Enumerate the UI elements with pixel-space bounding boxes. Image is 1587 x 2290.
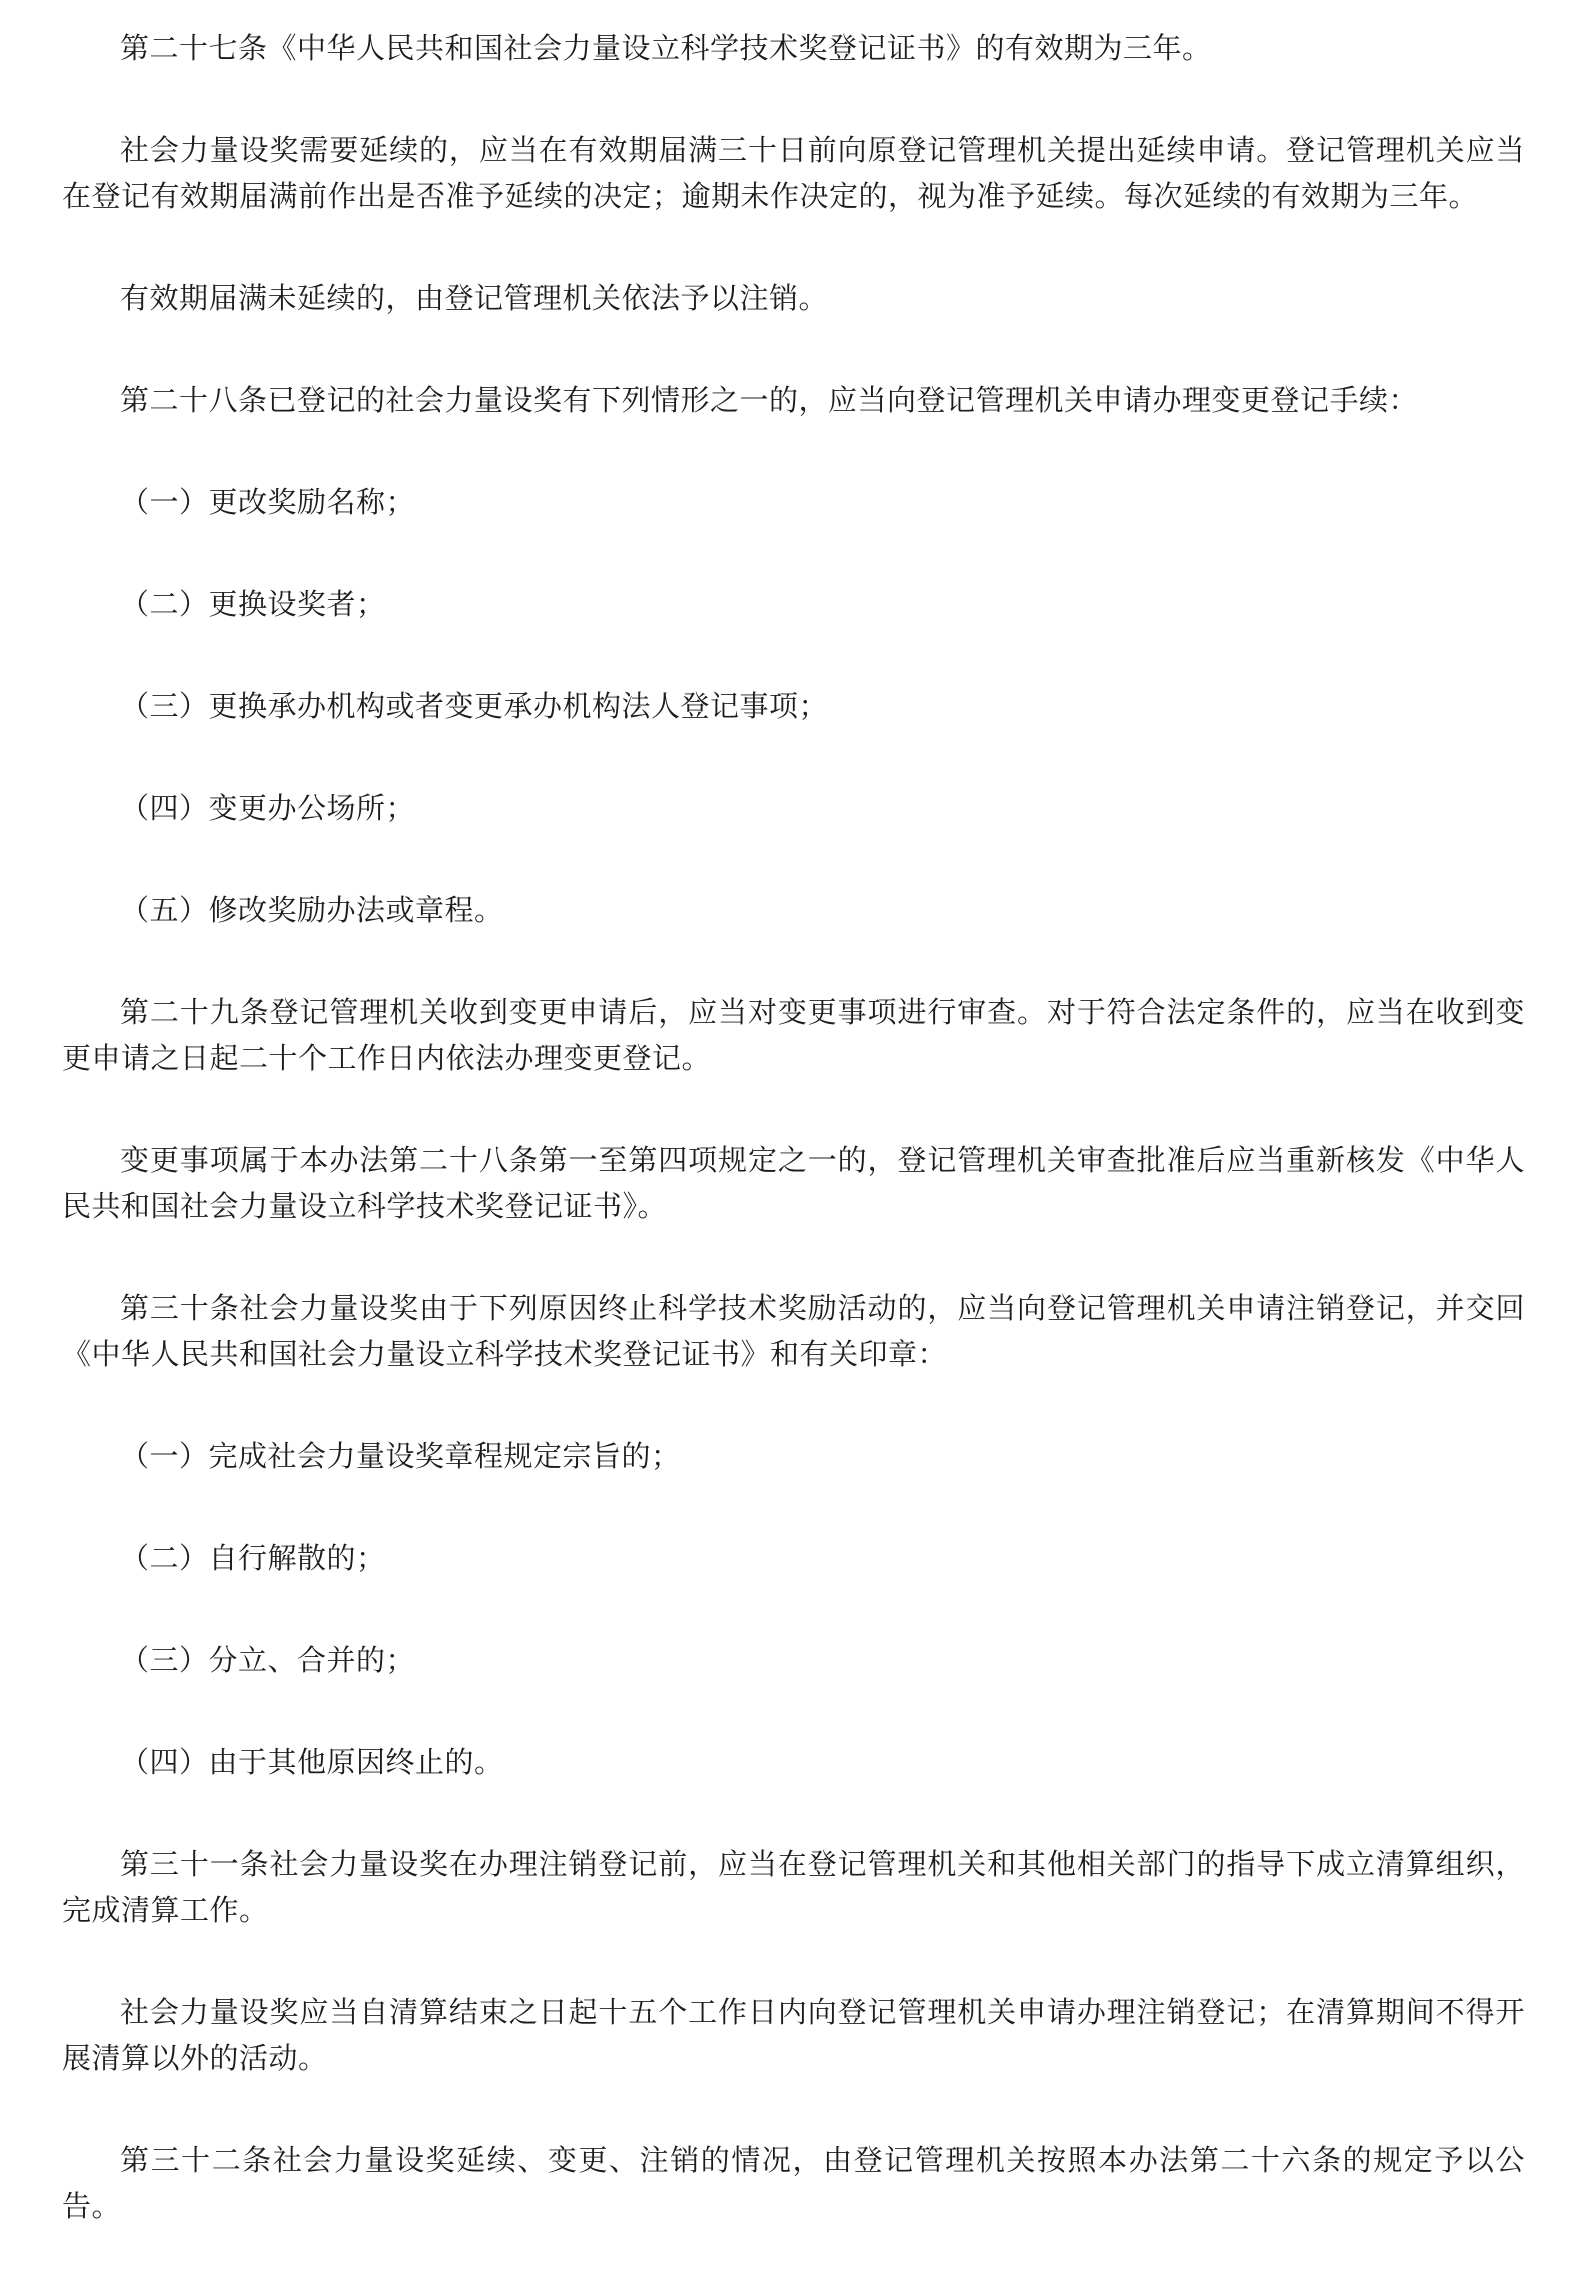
paragraph: 第二十九条登记管理机关收到变更申请后，应当对变更事项进行审查。对于符合法定条件的，应当在收到变更申请之日起二十个工作日内依法办理变更登记。 [62,997,1525,1075]
paragraph: 有效期届满未延续的，由登记管理机关依法予以注销。 [120,283,829,315]
paragraph: （一）更改奖励名称； [120,487,416,519]
paragraph: （五）修改奖励办法或章程。 [120,895,504,927]
document-body [62,26,1525,2230]
paragraph: （四）由于其他原因终止的。 [120,1747,504,1779]
paragraph: 第三十一条社会力量设奖在办理注销登记前，应当在登记管理机关和其他相关部门的指导下成立清算组织，完成清算工作。 [62,1849,1525,1927]
paragraph: （三）更换承办机构或者变更承办机构法人登记事项； [120,691,829,723]
paragraph: 社会力量设奖需要延续的，应当在有效期届满三十日前向原登记管理机关提出延续申请。登记管理机关应当在登记有效期届满前作出是否准予延续的决定；逾期未作决定的，视为准予延续。每次延续的有效期为三年。 [62,135,1525,213]
paragraph: （三）分立、合并的； [120,1645,416,1677]
paragraph: 社会力量设奖应当自清算结束之日起十五个工作日内向登记管理机关申请办理注销登记；在清算期间不得开展清算以外的活动。 [62,1997,1525,2075]
paragraph: （二）更换设奖者； [120,589,386,621]
paragraph: （一）完成社会力量设奖章程规定宗旨的； [120,1441,681,1473]
paragraph: 第三十条社会力量设奖由于下列原因终止科学技术奖励活动的，应当向登记管理机关申请注销登记，并交回《中华人民共和国社会力量设立科学技术奖登记证书》和有关印章： [62,1293,1525,1371]
paragraph: 第二十七条《中华人民共和国社会力量设立科学技术奖登记证书》的有效期为三年。 [120,33,1212,65]
paragraph: 第三十二条社会力量设奖延续、变更、注销的情况，由登记管理机关按照本办法第二十六条的规定予以公告。 [62,2145,1525,2223]
paragraph: 变更事项属于本办法第二十八条第一至第四项规定之一的，登记管理机关审查批准后应当重新核发《中华人民共和国社会力量设立科学技术奖登记证书》。 [62,1145,1525,1223]
paragraph: （二）自行解散的； [120,1543,386,1575]
paragraph: （四）变更办公场所； [120,793,416,825]
paragraph: 第二十八条已登记的社会力量设奖有下列情形之一的，应当向登记管理机关申请办理变更登记手续： [120,385,1419,417]
